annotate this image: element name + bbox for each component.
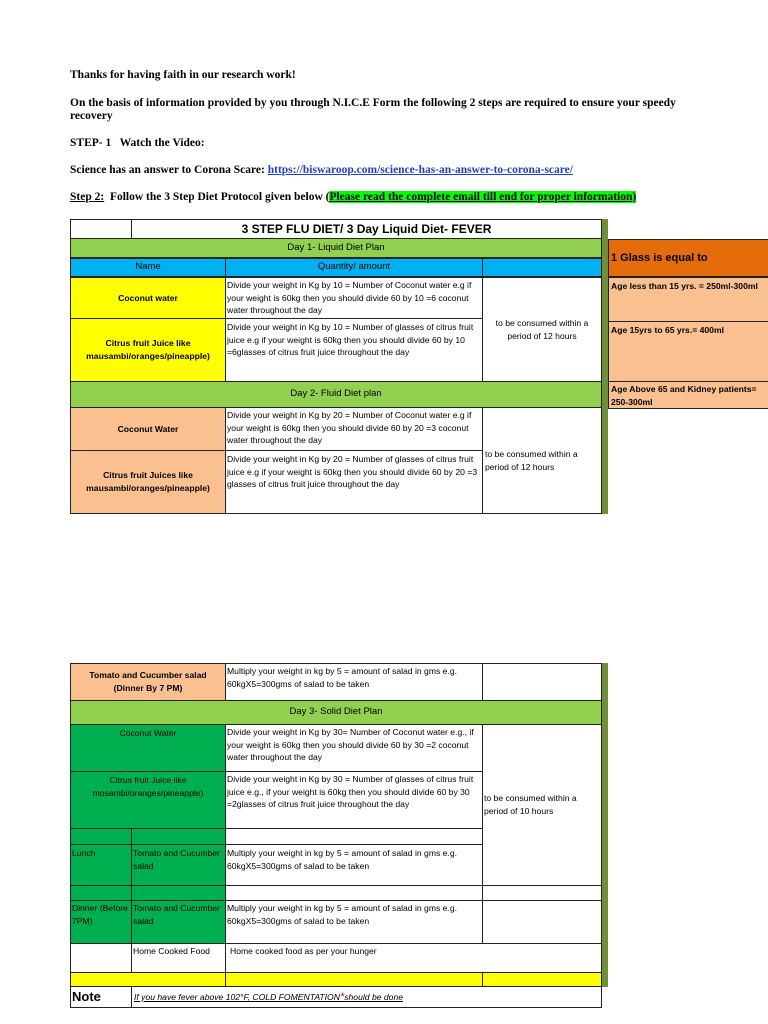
home-blank (70, 943, 132, 973)
d2-coconut-name: Coconut Water (70, 407, 226, 451)
glass-age-under-15: Age less than 15 yrs. = 250ml-300ml (608, 277, 768, 322)
col-qty-header: Quantity/ amount (225, 258, 483, 277)
d3-citrus-name: Citrus fruit Juice like mosambi/oranges/pineapple) (70, 771, 226, 829)
science-line (70, 164, 573, 177)
step2-line (70, 191, 636, 204)
table2-right-border (602, 663, 608, 987)
step2-text: Follow the 3 Step Diet Protocol given below ( (109, 191, 330, 203)
lunch-label: Lunch (70, 844, 132, 886)
lunch-qty: Multiply your weight in kg by 5 = amount of salad in gms e.g. 60kgX5=300gms of salad to be taken (225, 844, 483, 886)
d3-coconut-qty: Divide your weight in Kg by 30= Number of Coconut water e.g., if your weight is 60kg then you should divide 60 by 30 =2 coconut water throughout the day (225, 724, 483, 772)
yellow-strip-2 (225, 972, 483, 987)
tomato-dinner-blank (482, 663, 602, 701)
note-tail: should be done (344, 991, 404, 1002)
d3-coconut-name: Coconut Water (70, 724, 226, 772)
note-label: Note (70, 986, 132, 1008)
col-time-header (482, 258, 602, 277)
spacer-green-1 (70, 828, 132, 845)
thanks-line: Thanks for having faith in our research work! (70, 69, 296, 81)
dinner-qty: Multiply your weight in kg by 5 = amount of salad in gms e.g. 60kgX5=300gms of salad to be taken (225, 900, 483, 944)
title-left-blank (70, 219, 132, 239)
video-link[interactable]: https://biswaroop.com/science-has-an-answer-to-corona-scare/ (267, 164, 573, 176)
d1-citrus-qty: Divide your weight in Kg by 10 = Number of glasses of citrus fruit juice e.g if your weight is 60kg then you should divide 60 by 10 =6glasses of citrus fruit juice throughout the day (225, 318, 483, 382)
spacer-green-4 (131, 885, 226, 901)
day3-header: Day 3- Solid Diet Plan (70, 700, 602, 725)
col-name-header: Name (70, 258, 226, 277)
tomato-dinner-qty: Multiply your weight in kg by 5 = amount of salad in gms e.g. 60kgX5=300gms of salad to be taken (225, 663, 483, 701)
d2-citrus-name: Citrus fruit Juices like mausambi/oranges/pineapple) (70, 450, 226, 514)
d1-citrus-name: Citrus fruit Juice like mausambi/oranges/pineapple) (70, 318, 226, 382)
d1-time: to be consumed within a period of 12 hours (482, 277, 602, 382)
spacer-blank-2 (225, 885, 483, 901)
day1-header: Day 1- Liquid Diet Plan (70, 238, 602, 258)
note-text-cell (131, 986, 602, 1008)
yellow-strip-3 (482, 972, 602, 987)
glass-header: 1 Glass is equal to (608, 239, 768, 277)
spacer-blank-1 (225, 828, 483, 845)
step2-highlight: Please read the complete email till end for proper information) (329, 191, 637, 203)
d2-time: to be consumed within a period of 12 hours (482, 407, 602, 514)
d1-coconut-qty: Divide your weight in Kg by 10 = Number of Coconut water e.g if your weight is 60kg then you should divide 60 by 10 =6 coconut water throughout the day (225, 277, 483, 319)
d2-coconut-qty: Divide your weight in Kg by 20 = Number of Coconut water e.g if your weight is 60kg then you should divide 60 by 20 =3 coconut water throughout the day (225, 407, 483, 451)
home-item: Home Cooked Food (131, 943, 226, 973)
day2-header: Day 2- Fluid Diet plan (70, 381, 602, 408)
lunch-item: Tomato and Cucumber salad (131, 844, 226, 886)
glass-age-15-65: Age 15yrs to 65 yrs.= 400ml (608, 321, 768, 382)
spacer-green-2 (131, 828, 226, 845)
d2-citrus-qty: Divide your weight in Kg by 20 = Number of glasses of citrus fruit juice e.g if your weight is 60kg then you should divide 60 by 20 =3 glasses of citrus fruit juice throughout the day (225, 450, 483, 514)
step2-label: Step 2: (70, 191, 105, 203)
home-qty: Home cooked food as per your hunger (225, 943, 602, 973)
dinner-item: Tomato and Cucumber salad (131, 900, 226, 944)
d3-time: to be consumed within a period of 10 hours (482, 724, 602, 886)
dinner-blank (482, 900, 602, 944)
dinner-label: Dinner (Before 7PM) (70, 900, 132, 944)
tomato-dinner-name: Tomato and Cucumber salad (Dinner By 7 PM) (70, 663, 226, 701)
glass-age-above-65: Age Above 65 and Kidney patients= 250-300ml (608, 381, 768, 409)
spacer-green-3 (70, 885, 132, 901)
table-title: 3 STEP FLU DIET/ 3 Day Liquid Diet- FEVER (131, 219, 602, 239)
note-asterisk: * (339, 991, 345, 1003)
basis-paragraph: On the basis of information provided by you through N.I.C.E Form the following 2 steps are required to ensure your speedy recovery (70, 97, 676, 122)
yellow-strip-1 (70, 972, 226, 987)
d1-coconut-name: Coconut water (70, 277, 226, 319)
science-label: Science has an answer to Corona Scare: (70, 164, 265, 176)
note-text: If you have fever above 102°F, COLD FOMENTATION (134, 991, 340, 1002)
d3-citrus-qty: Divide your weight in Kg by 30 = Number of glasses of citrus fruit juice e.g., if your weight is 60kg then you should divide 60 by 30 =2glasses of citrus fruit juice throughout the day (225, 771, 483, 829)
step1-line: STEP- 1 Watch the Video: (70, 137, 205, 149)
spacer-blank-3 (482, 885, 602, 901)
